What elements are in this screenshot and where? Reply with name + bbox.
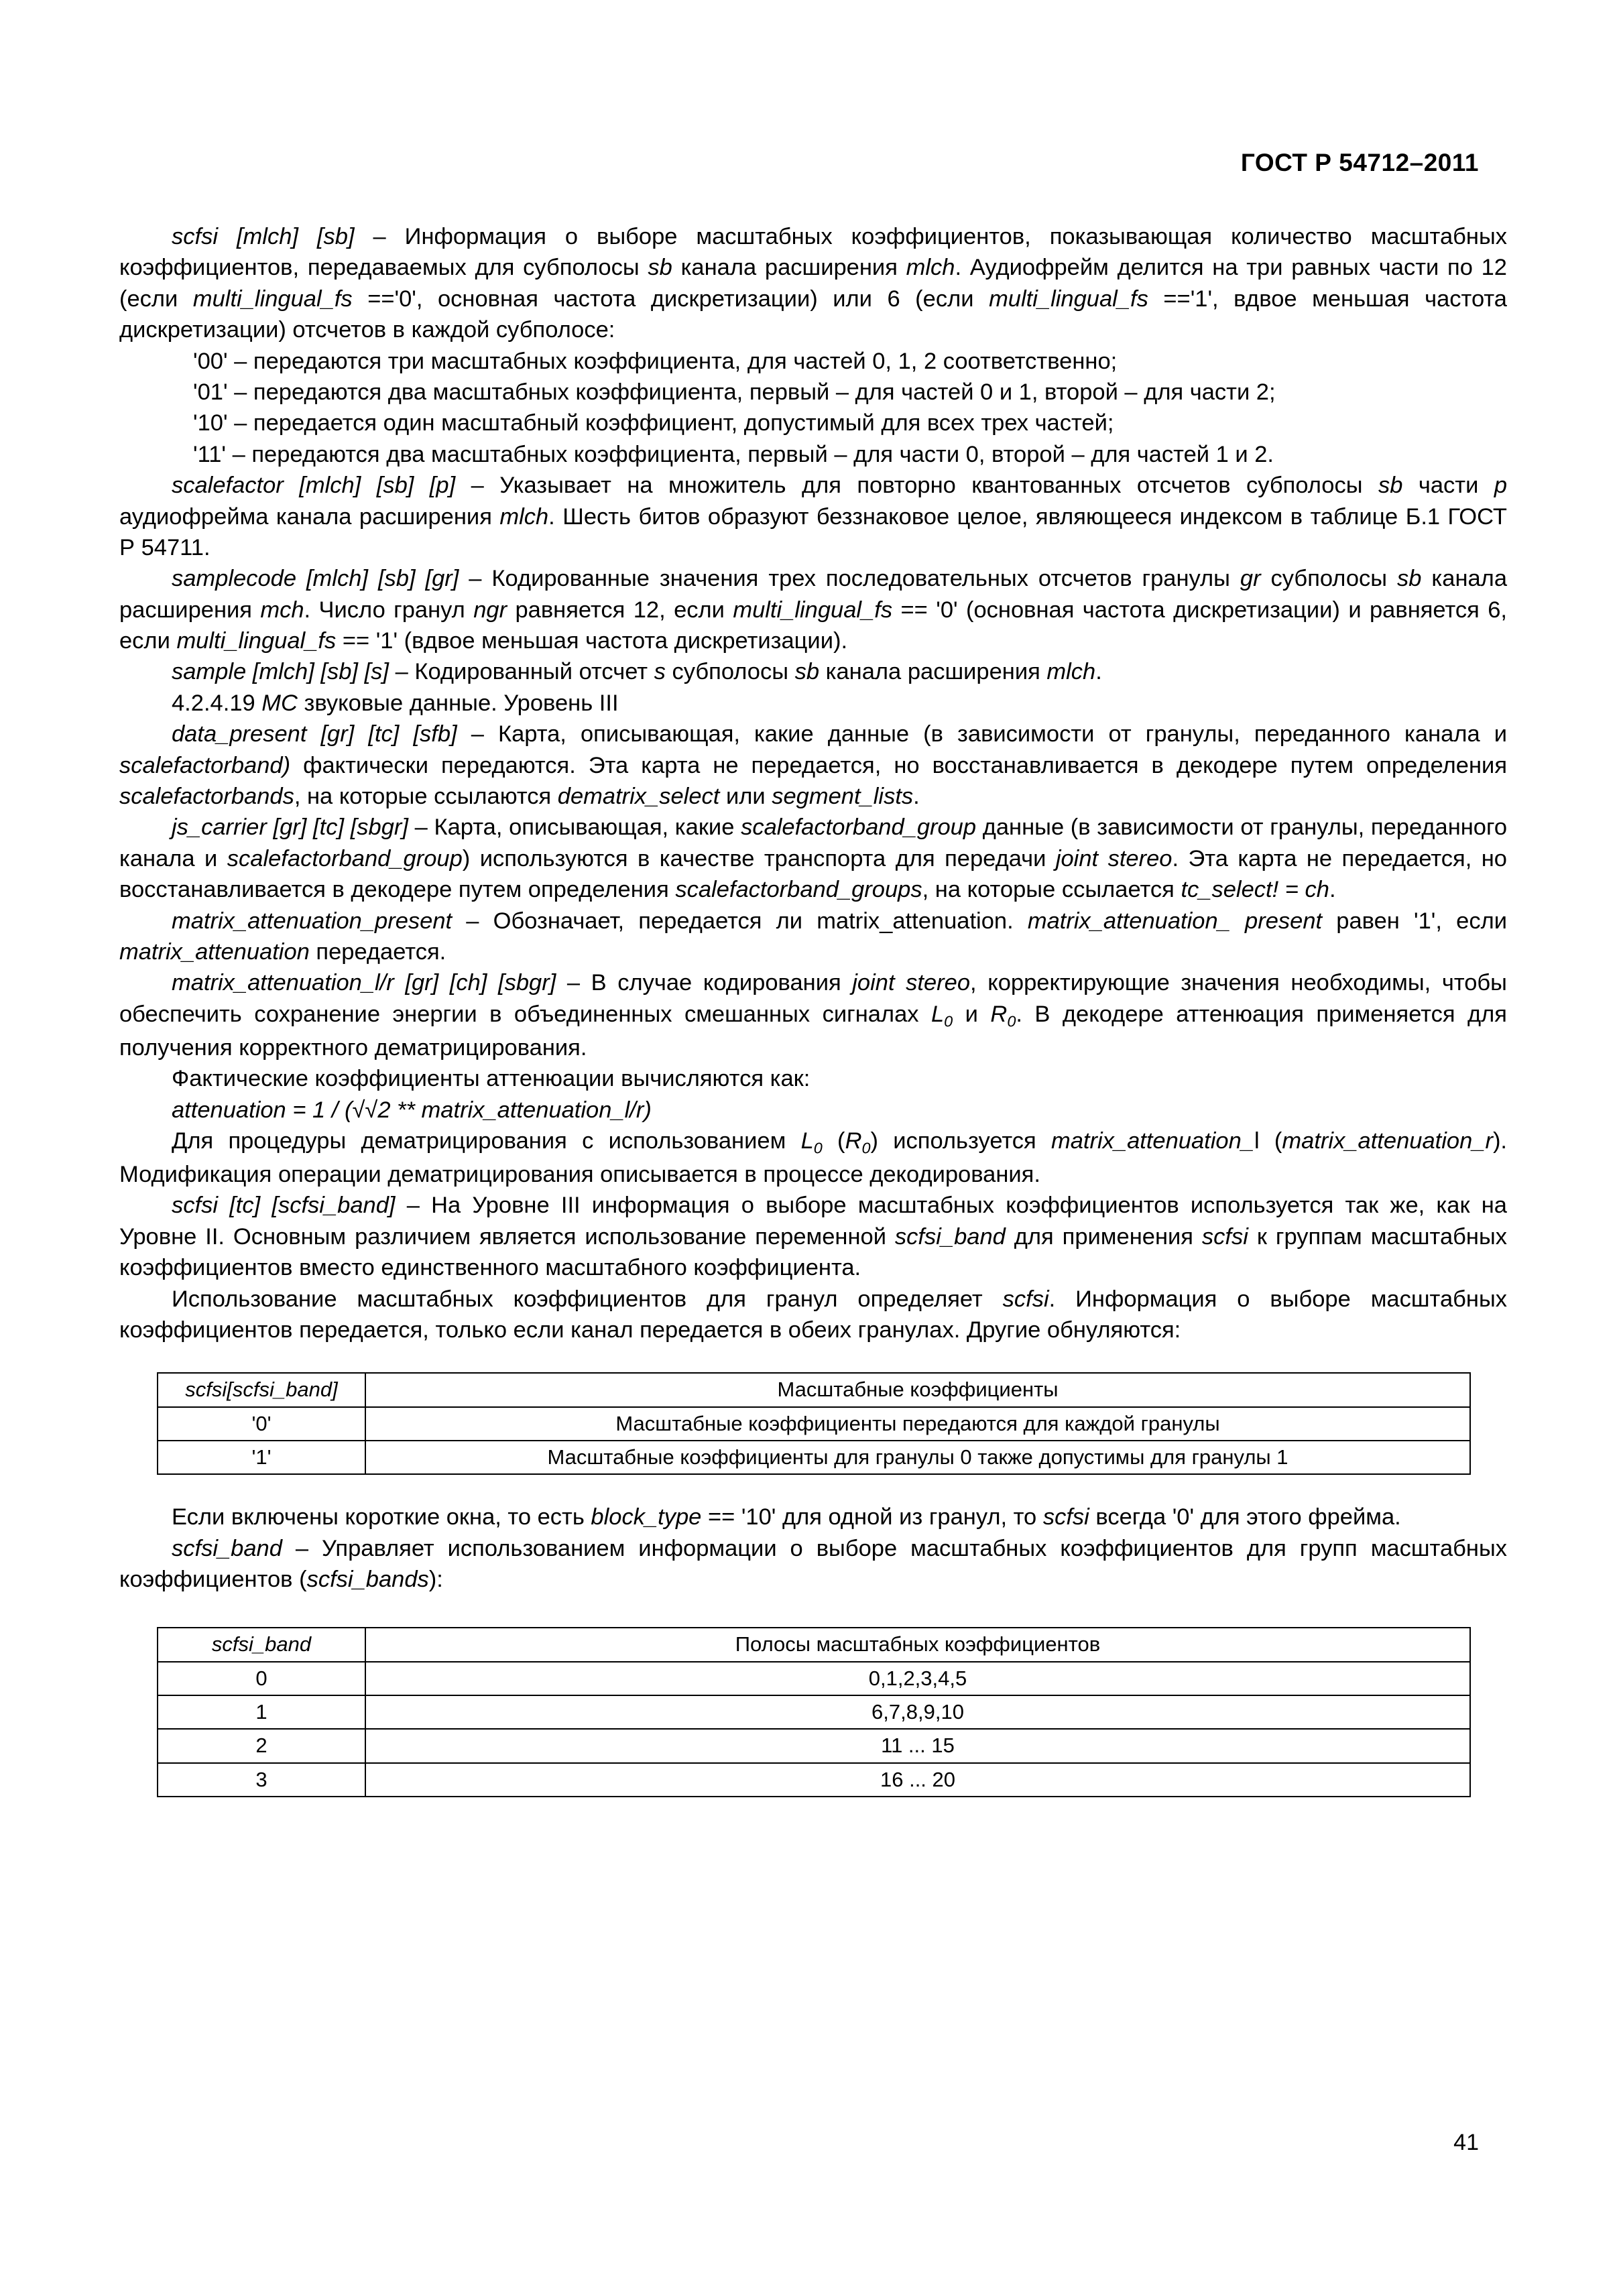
table-row [158,1662,1470,1695]
list-item: '10' – передается один масштабный коэффициент, допустимый для всех трех частей; [193,410,1114,436]
paragraph-sample: sample [mlch] [sb] [s] – Кодированный отсчет s субполосы sb канала расширения mlch. [172,659,1102,685]
table-scfsi-bands-wrapper [121,1627,1507,1797]
table-cell: Масштабные коэффициенты для гранулы 0 также допустимы для гранулы 1 [365,1441,1470,1474]
table-cell: 11 ... 15 [365,1729,1470,1762]
table-header-cell: scfsi_band [158,1628,365,1661]
paragraph-section-heading: 4.2.4.19 МС звуковые данные. Уровень III [172,690,619,716]
table-row [158,1729,1470,1762]
table-cell: 0 [158,1662,365,1695]
list-item: '11' – передаются два масштабных коэффициента, первый – для части 0, второй – для частей 1 и 2. [193,441,1274,467]
table-cell: 2 [158,1729,365,1762]
paragraph-scfsi-usage: Использование масштабных коэффициентов для гранул определяет scfsi. Информация о выборе масштабных коэффициентов передается, только если канал передается в обеих гранулах. Другие обнуляются: [119,1286,1507,1343]
table-row [158,1407,1470,1441]
table-cell: 1 [158,1695,365,1729]
paragraph-attenuation-formula: attenuation = 1 / (√√2 ** matrix_attenuation_l/r) [172,1097,652,1123]
table-cell: '1' [158,1441,365,1474]
table-header-cell: scfsi[scfsi_band] [158,1373,365,1406]
table-header-cell: Полосы масштабных коэффициентов [365,1628,1470,1661]
table-header-row [158,1628,1470,1661]
paragraph-matrix-attenuation-present: matrix_attenuation_present – Обозначает, передается ли matrix_attenuation. matrix_attenuation_ present равен '1', если matrix_attenuation передается. [119,908,1507,965]
paragraph-short-windows: Если включены короткие окна, то есть block_type == '10' для одной из гранул, то scfsi всегда '0' для этого фрейма. [172,1504,1401,1530]
paragraph-scfsi-mlch-sb: scfsi [mlch] [sb] – Информация о выборе масштабных коэффициентов, показывающая количество масштабных коэффициентов, передаваемых для субполосы sb канала расширения mlch. Аудиофрейм делится на три равных части по 12 (если multi_lingual_fs =='0', основная частота дискретизации) или 6 (если multi_lingual_fs =='1', вдвое меньшая частота дискретизации) отсчетов в каждой субполосе: [119,224,1507,343]
list-item: '01' – передаются два масштабных коэффициента, первый – для частей 0 и 1, второй – для части 2; [193,379,1276,405]
paragraph-js-carrier: js_carrier [gr] [tc] [sbgr] – Карта, описывающая, какие scalefactorband_group данные (в зависимости от гранулы, переданного канала и scalefactorband_group) используются в качестве транспорта для передачи joint stereo. Эта карта не передается, но восстанавливается в декодере путем определения scalefactorband_groups, на которые ссылается tc_select! = ch. [119,814,1508,903]
table-cell: Масштабные коэффициенты передаются для каждой гранулы [365,1407,1470,1441]
page-content [119,221,1507,1797]
table-row [158,1763,1470,1797]
table-cell: '0' [158,1407,365,1441]
paragraph-samplecode: samplecode [mlch] [sb] [gr] – Кодированные значения трех последовательных отсчетов гранулы gr субполосы sb канала расширения mch. Число гранул ngr равняется 12, если multi_lingual_fs == '0' (основная частота дискретизации) и равняется 6, если multi_lingual_fs == '1' (вдвое меньшая частота дискретизации). [119,566,1508,654]
paragraph-scfsi-tc: scfsi [tc] [scfsi_band] – На Уровне III информация о выборе масштабных коэффициентов используется так же, как на Уровне II. Основным различием является использование переменной scfsi_band для применения scfsi к группам масштабных коэффициентов вместо единственного масштабного коэффициента. [119,1193,1507,1281]
table-cell: 0,1,2,3,4,5 [365,1662,1470,1695]
table-scfsi-band [157,1372,1471,1475]
table-header-cell: Масштабные коэффициенты [365,1373,1470,1406]
table-row [158,1695,1470,1729]
paragraph-scalefactor: scalefactor [mlch] [sb] [p] – Указывает на множитель для повторно квантованных отсчетов субполосы sb части p аудиофрейма канала расширения mlch. Шесть битов образуют беззнаковое целое, являющееся индексом в таблице Б.1 ГОСТ Р 54711. [119,473,1508,560]
paragraph-dematrix-procedure: Для процедуры дематрицирования с использованием $L_0$ $(R_0)$ используется matrix_attenuation_l (matrix_attenuation_r). Модификация операции дематрицирования описывается в процессе декодирования. [119,1128,1508,1187]
paragraph-attenuation-intro: Фактические коэффициенты аттенюации вычисляются как: [172,1066,810,1092]
table-scfsi-bands [157,1627,1471,1797]
paragraph-scfsi-band-desc: scfsi_band – Управляет использованием информации о выборе масштабных коэффициентов для групп масштабных коэффициентов (scfsi_bands): [119,1535,1507,1593]
list-item: '00' – передаются три масштабных коэффициента, для частей 0, 1, 2 соответственно; [193,348,1118,374]
table-cell: 3 [158,1763,365,1797]
table-cell: 16 ... 20 [365,1763,1470,1797]
table-header-row [158,1373,1470,1406]
table-row [158,1441,1470,1474]
table-scfsi-band-wrapper [121,1372,1507,1475]
paragraph-matrix-attenuation-lr: matrix_attenuation_l/r [gr] [ch] [sbgr] – В случае кодирования joint stereo, корректирующие значения необходимы, чтобы обеспечить сохранение энергии в объединенных смешанных сигналах $L_0$ и $R_0$. В декодере аттенюация применяется для получения корректного дематрицирования. [119,970,1507,1061]
page-header: ГОСТ Р 54712–2011 [1240,149,1479,176]
table-cell: 6,7,8,9,10 [365,1695,1470,1729]
page-number: 41 [1453,2130,1479,2155]
paragraph-data-present: data_present [gr] [tc] [sfb] – Карта, описывающая, какие данные (в зависимости от гранулы, переданного канала и scalefactorband) фактически передаются. Эта карта не передается, но восстанавливается в декодере путем определения scalefactorbands, на которые ссылаются dematrix_select или segment_lists. [119,721,1507,810]
